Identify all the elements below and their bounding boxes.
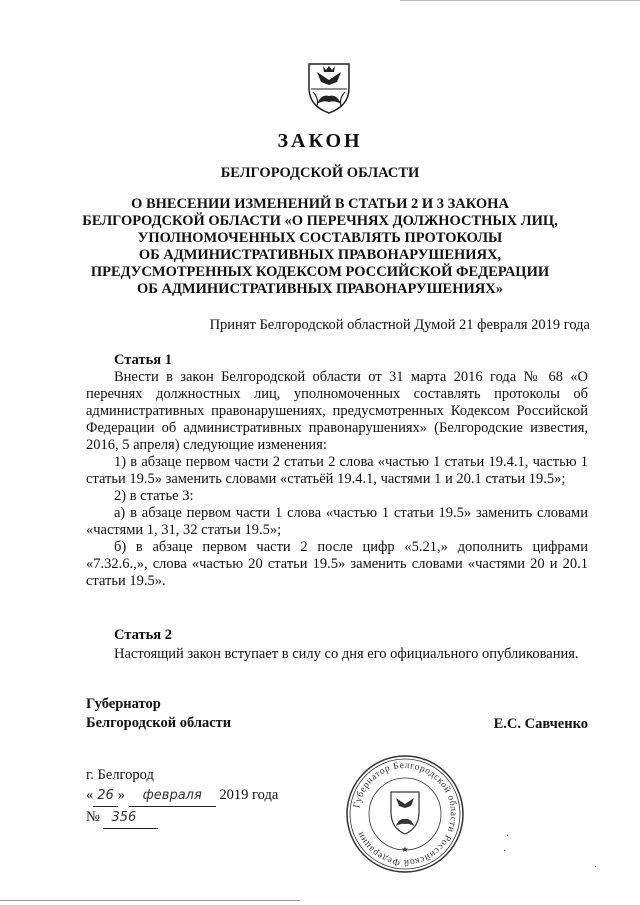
- heading-line: УПОЛНОМОЧЕННЫХ СОСТАВЛЯТЬ ПРОТОКОЛЫ: [137, 230, 503, 246]
- article-2-body: [86, 646, 588, 663]
- belgorod-coat-of-arms-emblem: [299, 58, 359, 116]
- article-2-title: Статья 2: [114, 627, 172, 643]
- document-title: ЗАКОН: [277, 130, 363, 152]
- scan-speck: ·: [503, 846, 507, 857]
- signatory-position: [86, 695, 231, 733]
- heading-line: ОБ АДМИНИСТРАТИВНЫХ ПРАВОНАРУШЕНИЯХ»: [137, 281, 503, 297]
- heading-line: О ВНЕСЕНИИ ИЗМЕНЕНИЙ В СТАТЬИ 2 И 3 ЗАКОНА: [131, 196, 509, 212]
- article-1-paragraph: 1) в абзаце первом части 2 статьи 2 слова «частью 1 статьи 19.4.1, частью 1 статьи 19.5» заменить словами «статьёй 19.4.1, частями 1 и 20.1 статьи 19.5»;: [86, 454, 588, 487]
- article-1-paragraph: Внести в закон Белгородской области от 31 марта 2016 года № 68 «О перечнях должностных лиц, уполномоченных составлять протоколы об административных правонарушениях, предусмотренных Кодексом Российской Федерации об административных правонарушениях» (Белгородские известия, 2016, 5 апреля) следующие изменения:: [86, 369, 588, 453]
- heading-line: ПРЕДУСМОТРЕННЫХ КОДЕКСОМ РОССИЙСКОЙ ФЕДЕРАЦИИ: [90, 264, 550, 280]
- document-subtitle: БЕЛГОРОДСКОЙ ОБЛАСТИ: [220, 165, 420, 181]
- heading-line: БЕЛГОРОДСКОЙ ОБЛАСТИ «О ПЕРЕЧНЯХ ДОЛЖНОСТНЫХ ЛИЦ,: [82, 213, 558, 229]
- article-1-paragraph: 2) в статье 3:: [114, 488, 194, 504]
- date-close-quote: »: [117, 787, 126, 803]
- svg-text:★: ★: [401, 845, 409, 854]
- number-sign: №: [86, 809, 100, 825]
- signatory-name: Е.С. Савченко: [493, 716, 588, 732]
- scan-edge-line: [0, 900, 300, 901]
- article-1-title: Статья 1: [114, 352, 172, 368]
- article-2-paragraph: Настоящий закон вступает в силу со дня его официального опубликования.: [114, 646, 579, 662]
- date-month: февраля: [129, 786, 216, 807]
- article-1-paragraph: а) в абзаце первом части 1 слова «частью 1 статьи 19.5» заменить словами «частями 1, 31, 32 статьи 19.5»;: [86, 505, 588, 538]
- heading-line: ОБ АДМИНИСТРАТИВНЫХ ПРАВОНАРУШЕНИЯХ,: [138, 247, 502, 263]
- date-line: [86, 785, 278, 807]
- city-line: г. Белгород: [86, 767, 154, 783]
- law-heading: [0, 196, 640, 298]
- date-day: 26: [93, 786, 118, 807]
- adoption-note: Принят Белгородской областной Думой 21 февраля 2019 года: [209, 317, 590, 333]
- place-date-number-block: [86, 765, 278, 829]
- position-line: Губернатор: [86, 696, 161, 712]
- position-line: Белгородской области: [86, 715, 232, 731]
- article-1-body: [86, 369, 588, 590]
- number-line: [86, 807, 278, 829]
- seal-text: Губернатор Белгородской области Российской Федерации: [352, 760, 459, 868]
- date-year: 2019 года: [219, 787, 279, 803]
- document-number: 356: [103, 808, 158, 829]
- scan-edge-line: [400, 0, 640, 1]
- article-1-paragraph: б) в абзаце первом части 2 после цифр «5.21,» дополнить цифрами «7.32.6.,», слова «частью 20 статьи 19.5» заменить словами «частями 20 и 20.1 статьи 19.5».: [86, 539, 588, 589]
- scan-speck: ·: [594, 862, 598, 873]
- scan-speck: ·: [506, 831, 510, 842]
- date-open-quote: «: [86, 787, 94, 803]
- official-seal-stamp: [343, 752, 467, 876]
